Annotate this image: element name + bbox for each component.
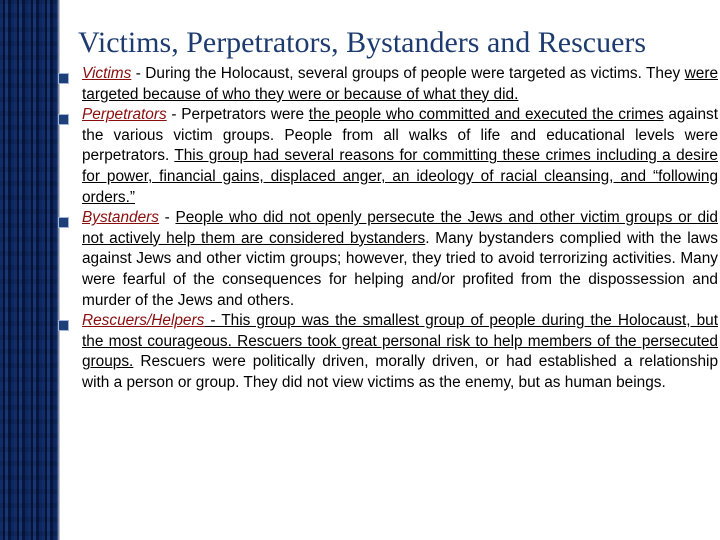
square-bullet-icon: [58, 114, 69, 125]
term-bystanders: Bystanders: [82, 209, 159, 227]
slide-title: Victims, Perpetrators, Bystanders and Rescuers: [78, 26, 647, 59]
bullet-item-bystanders: [58, 208, 718, 311]
decorative-side-stripe: [0, 0, 60, 540]
bullet-item-victims: [58, 64, 718, 105]
bullet-text: [82, 311, 718, 393]
term-rescuers: Rescuers/Helpers: [82, 312, 205, 330]
square-bullet-icon: [58, 217, 69, 228]
text-segment: against the various victim groups. People from all walks of life and educational levels were perpetrators.: [82, 106, 718, 165]
bullet-text: [82, 105, 718, 208]
square-bullet-icon: [58, 73, 69, 84]
underlined-segment: were targeted because of who they were or because of what they did.: [82, 65, 718, 103]
term-victims: Victims: [82, 65, 132, 82]
text-segment: - Perpetrators were: [166, 106, 309, 124]
text-segment: Rescuers were politically driven, morally driven, or had established a relationship with a person or group. They did not view victims as the enemy, but as human beings.: [82, 353, 718, 391]
text-segment: - During the Holocaust, several groups of people were targeted as victims. They: [131, 65, 685, 82]
term-perpetrators: Perpetrators: [82, 106, 167, 124]
bullet-item-perpetrators: [58, 105, 718, 208]
bullet-text: [82, 208, 718, 311]
text-segment: -: [159, 209, 176, 227]
square-bullet-icon: [58, 320, 69, 331]
underlined-segment: This group had several reasons for committing these crimes including a desire for power, financial gains, displaced anger, an ideology of racial cleansing, and “following orders.”: [82, 147, 718, 206]
bullet-list: [58, 64, 718, 394]
bullet-item-rescuers: [58, 311, 718, 393]
underlined-segment: - This group was the smallest group of people during the Holocaust, but the most courageous. Rescuers took great personal risk to help members of the persecuted groups.: [82, 312, 718, 371]
bullet-text: [82, 64, 718, 105]
underlined-segment: People who did not openly persecute the Jews and other victim groups or did not actively help them are considered bystanders: [82, 209, 718, 247]
underlined-segment: the people who committed and executed the crimes: [308, 106, 664, 124]
text-segment: . Many bystanders complied with the laws against Jews and other victim groups; however, they tried to avoid terrorizing activities. Many were fearful of the consequences for helping and/or profited from the dispossession and murder of the Jews and others.: [82, 229, 718, 309]
